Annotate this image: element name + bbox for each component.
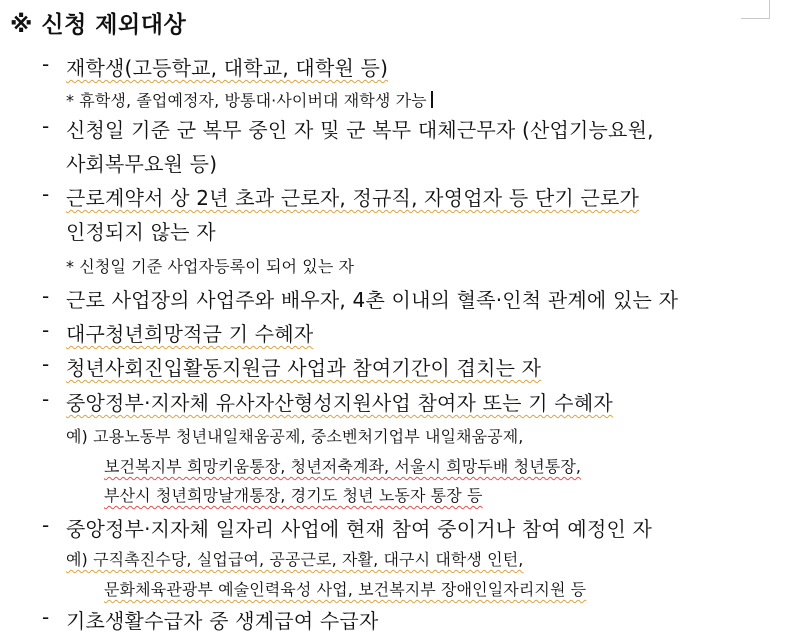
bullet-dash: - — [42, 114, 50, 138]
list-item-note: * 휴학생, 졸업예정자, 방통대·사이버대 재학생 가능 — [66, 88, 433, 111]
bullet-dash: - — [42, 513, 50, 537]
list-item: 근로 사업장의 사업주와 배우자, 4촌 이내의 혈족·인척 관계에 있는 자 — [66, 288, 679, 312]
example-line: 예) 고용노동부 청년내일채움공제, 중소벤처기업부 내일채움공제, — [66, 427, 524, 446]
bullet-dash: - — [42, 387, 50, 411]
list-item: 재학생(고등학교, 대학교, 대학원 등) — [66, 56, 389, 80]
text-cursor — [431, 91, 433, 108]
list-item-note: * 신청일 기준 사업자등록이 되어 있는 자 — [66, 257, 355, 276]
bullet-dash: - — [42, 318, 50, 342]
bullet-dash: - — [42, 284, 50, 308]
bullet-dash: - — [42, 605, 50, 629]
list-item: 신청일 기준 군 복무 중인 자 및 군 복무 대체근무자 (산업기능요원, — [66, 118, 654, 142]
page-corner-mark — [741, 0, 770, 19]
example-line: 보건복지부 희망키움통장, 청년저축계좌, 서울시 희망두배 청년통장, — [104, 457, 582, 476]
list-item: 근로계약서 상 2년 초과 근로자, 정규직, 자영업자 등 단기 근로가 — [66, 186, 640, 210]
example-line: 문화체육관광부 예술인력육성 사업, 보건복지부 장애인일자리지원 등 — [104, 580, 587, 599]
list-item: 기초생활수급자 중 생계급여 수급자 — [66, 609, 379, 633]
list-item: 대구청년희망적금 기 수혜자 — [66, 322, 314, 346]
bullet-dash: - — [42, 352, 50, 376]
section-heading: ※ 신청 제외대상 — [10, 12, 187, 38]
list-item: 청년사회진입활동지원금 사업과 참여기간이 겹치는 자 — [66, 356, 542, 380]
list-item: 중앙정부·지자체 일자리 사업에 현재 참여 중이거나 참여 예정인 자 — [66, 517, 653, 541]
bullet-dash: - — [42, 52, 50, 76]
bullet-dash: - — [42, 182, 50, 206]
list-item: 중앙정부·지자체 유사자산형성지원사업 참여자 또는 기 수혜자 — [66, 391, 613, 415]
example-line: 예) 구직촉진수당, 실업급여, 공공근로, 자활, 대구시 대학생 인턴, — [66, 550, 524, 569]
example-line: 부산시 청년희망날개통장, 경기도 청년 노동자 통장 등 — [104, 486, 483, 505]
list-item-continuation: 인정되지 않는 자 — [66, 220, 216, 244]
list-item-continuation: 사회복무요원 등) — [66, 152, 218, 176]
